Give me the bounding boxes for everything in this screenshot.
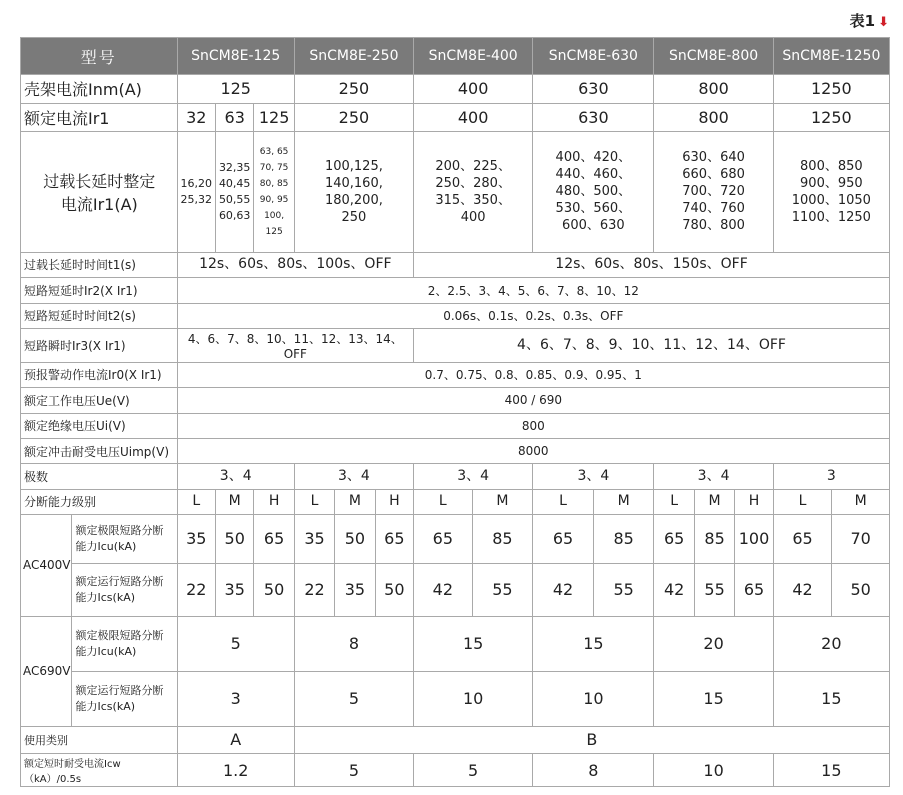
table-row [21,278,890,303]
table-cell: A [177,726,294,754]
table-cell: 12s、60s、80s、100s、OFF [177,252,413,277]
row-label-alarm: 预报警动作电流Ir0(X Ir1) [21,362,178,387]
table-cell: 10 [533,671,654,726]
cell-line: 700、720 [682,184,745,200]
table-cell [533,132,654,253]
table-cell: 250 [294,75,413,104]
table-cell: 65 [375,515,413,564]
row-label-ac400-ics [71,563,177,616]
cell-line: 600、630 [562,218,625,234]
table-cell: 65 [773,515,832,564]
table-cell: M [335,489,375,514]
table-cell: 50 [335,515,375,564]
table-cell: 125 [254,103,294,132]
spec-table [20,37,890,787]
row-label-breaking-grade: 分断能力级别 [21,489,178,514]
label-line: 额定运行短路分断 [75,574,164,588]
table-cell: 42 [533,563,594,616]
cell-line: 25,32 [180,192,213,206]
table-cell: M [832,489,890,514]
group-label-ac400v: AC400V [21,515,72,617]
table-cell: 32 [177,103,215,132]
table-cell: 1.2 [177,754,294,787]
table-cell: 15 [773,671,889,726]
row-label-overload-time: 过载长延时时间t1(s) [21,252,178,277]
row-label-instant: 短路瞬时Ir3(X Ir1) [21,328,178,362]
cell-line: 800、850 [800,158,863,174]
row-label-ac400-icu [71,515,177,564]
table-cell: 35 [294,515,334,564]
table-cell: B [294,726,889,754]
table-cell: 8 [294,616,413,671]
table-cell: L [654,489,694,514]
model-header-400: SnCM8E-400 [414,38,533,75]
table-cell: 3、4 [654,464,773,489]
cell-line: 900、950 [800,175,863,191]
table-cell: 630 [533,103,654,132]
model-label: 型号 [21,38,178,75]
table-cell: 8 [533,754,654,787]
row-label-short-delay-current: 短路短延时Ir2(X Ir1) [21,278,178,303]
cell-line: 50,55 [218,192,251,206]
table-cell: L [533,489,594,514]
table-cell: 10 [654,754,773,787]
table-row [21,103,890,132]
table-cell: 15 [654,671,773,726]
table-cell [654,132,773,253]
table-cell: 400 [414,75,533,104]
table-cell: 5 [294,671,413,726]
cell-line: 63, 65 [259,146,289,157]
table-cell: H [375,489,413,514]
table-cell: 15 [414,616,533,671]
table-cell: 3 [773,464,889,489]
table-cell: 55 [593,563,654,616]
row-label-uimp: 额定冲击耐受电压Uimp(V) [21,438,178,463]
table-cell: 0.7、0.75、0.8、0.85、0.9、0.95、1 [177,362,889,387]
table-cell: M [593,489,654,514]
table-row [21,388,890,413]
row-label-ac690-icu [71,616,177,671]
table-cell: 70 [832,515,890,564]
table-row [21,563,890,616]
table-cell: L [414,489,473,514]
row-label-poles: 极数 [21,464,178,489]
table-cell: 85 [694,515,734,564]
label-line: 能力Ics(kA) [75,699,136,713]
table-caption: 表1 ⬇ [849,12,889,30]
table-row [21,489,890,514]
model-header-800: SnCM8E-800 [654,38,773,75]
table-row [21,726,890,754]
table-cell: 3、4 [414,464,533,489]
table-cell: 65 [533,515,594,564]
table-cell: 42 [654,563,694,616]
cell-line: 630、640 [682,150,745,166]
cell-line: 1000、1050 [791,192,871,208]
table-cell: 5 [177,616,294,671]
table-cell: 20 [773,616,889,671]
table-cell: 8000 [177,438,889,463]
cell-line: 740、760 [682,201,745,217]
table-cell: 85 [593,515,654,564]
table-cell [177,132,215,253]
table-cell: 1250 [773,103,889,132]
table-cell: 22 [294,563,334,616]
table-cell: 800 [654,103,773,132]
cell-line: 70, 75 [259,162,289,173]
cell-line: 40,45 [218,176,251,190]
label-line: 电流Ir1(A) [60,194,138,214]
table-cell: 400 / 690 [177,388,889,413]
table-cell: 630 [533,75,654,104]
table-cell: 65 [735,563,773,616]
table-cell: 42 [773,563,832,616]
table-row [21,75,890,104]
table-cell: 50 [254,563,294,616]
label-line: 额定极限短路分断 [75,523,164,537]
table-row [21,252,890,277]
cell-line: 400 [460,209,486,225]
table-cell: M [216,489,254,514]
table-cell: 35 [177,515,215,564]
row-label-ac690-ics [71,671,177,726]
table-cell: L [294,489,334,514]
table-cell: 63 [216,103,254,132]
model-header-250: SnCM8E-250 [294,38,413,75]
cell-line: 315、350、 [435,192,511,208]
table-cell: 65 [414,515,473,564]
table-cell: 22 [177,563,215,616]
table-row [21,328,890,362]
table-cell: M [694,489,734,514]
table-cell: 42 [414,563,473,616]
cell-line: 200、225、 [435,158,511,174]
table-row [21,303,890,328]
table-cell: 85 [472,515,533,564]
table-cell: 50 [832,563,890,616]
table-cell: 55 [472,563,533,616]
cell-line: 100, 125 [264,210,285,237]
table-cell: 15 [533,616,654,671]
label-line: 额定极限短路分断 [75,628,164,642]
cell-line: 250 [341,209,367,225]
table-cell [294,132,413,253]
table-cell: 35 [216,563,254,616]
header-row [21,38,890,75]
table-cell: 100 [735,515,773,564]
cell-line: 90, 95 [259,194,289,205]
cell-line: 180,200, [324,192,383,208]
cell-line: 480、500、 [555,184,632,200]
row-label-short-delay-time: 短路短延时时间t2(s) [21,303,178,328]
table-cell: 0.06s、0.1s、0.2s、0.3s、OFF [177,303,889,328]
table-cell: 3 [177,671,294,726]
table-row [21,515,890,564]
row-label-category: 使用类别 [21,726,178,754]
table-cell [414,132,533,253]
model-header-1250: SnCM8E-1250 [773,38,889,75]
table-cell: 3、4 [177,464,294,489]
cell-line: 32,35 [218,160,251,174]
cell-line: 660、680 [682,167,745,183]
table-cell: 800 [177,413,889,438]
table-cell: 5 [414,754,533,787]
table-cell: 50 [216,515,254,564]
row-label-icw: 额定短时耐受电流Icw（kA）/0.5s [21,754,178,787]
table-cell: 20 [654,616,773,671]
table-cell: 800 [654,75,773,104]
row-label-ue: 额定工作电压Ue(V) [21,388,178,413]
model-header-125: SnCM8E-125 [177,38,294,75]
cell-line: 530、560、 [555,201,632,217]
group-label-ac690v: AC690V [21,616,72,726]
label-line: 额定运行短路分断 [75,683,164,697]
label-line: 能力Icu(kA) [75,644,137,658]
row-label-frame-current: 壳架电流Inm(A) [21,75,178,104]
download-icon[interactable]: ⬇ [878,15,889,30]
table-cell: 50 [375,563,413,616]
table-row [21,362,890,387]
table-cell: 4、6、7、8、9、10、11、12、14、OFF [414,328,890,362]
cell-line: 1100、1250 [791,209,871,225]
cell-line: 60,63 [218,208,251,222]
table-cell [216,132,254,253]
table-cell: 125 [177,75,294,104]
row-label-overload-setting [21,132,178,253]
table-cell: M [472,489,533,514]
cell-line: 100,125, [324,158,383,174]
table-cell: 3、4 [533,464,654,489]
table-cell: 400 [414,103,533,132]
cell-line: 250、280、 [435,175,511,191]
table-row [21,132,890,253]
table-cell: H [735,489,773,514]
table-cell: 65 [654,515,694,564]
label-line: 能力Ics(kA) [75,590,136,604]
cell-line: 780、800 [682,218,745,234]
table-cell: 35 [335,563,375,616]
table-cell: 10 [414,671,533,726]
table-cell: 2、2.5、3、4、5、6、7、8、10、12 [177,278,889,303]
cell-line: 400、420、 [555,150,632,166]
table-cell: L [177,489,215,514]
table-cell [773,132,889,253]
table-row [21,464,890,489]
table-cell: L [773,489,832,514]
cell-line: 16,20 [180,176,213,190]
table-cell: 4、6、7、8、10、11、12、13、14、OFF [177,328,413,362]
label-line: 过载长延时整定 [43,171,156,191]
table-cell: 65 [254,515,294,564]
table-cell: 15 [773,754,889,787]
table-row [21,413,890,438]
cell-line: 80, 85 [259,178,289,189]
table-row [21,671,890,726]
model-header-630: SnCM8E-630 [533,38,654,75]
row-label-rated-current: 额定电流Ir1 [21,103,178,132]
cell-line: 140,160, [324,175,383,191]
table-cell: 5 [294,754,413,787]
cell-line: 440、460、 [555,167,632,183]
table-cell: H [254,489,294,514]
table-row [21,438,890,463]
row-label-ui: 额定绝缘电压Ui(V) [21,413,178,438]
label-line: 能力Icu(kA) [75,539,137,553]
table-cell: 3、4 [294,464,413,489]
table-row [21,616,890,671]
table-cell: 55 [694,563,734,616]
table-cell [254,132,294,253]
table-row [21,754,890,787]
table-cell: 250 [294,103,413,132]
table-cell: 1250 [773,75,889,104]
table-cell: 12s、60s、80s、150s、OFF [414,252,890,277]
